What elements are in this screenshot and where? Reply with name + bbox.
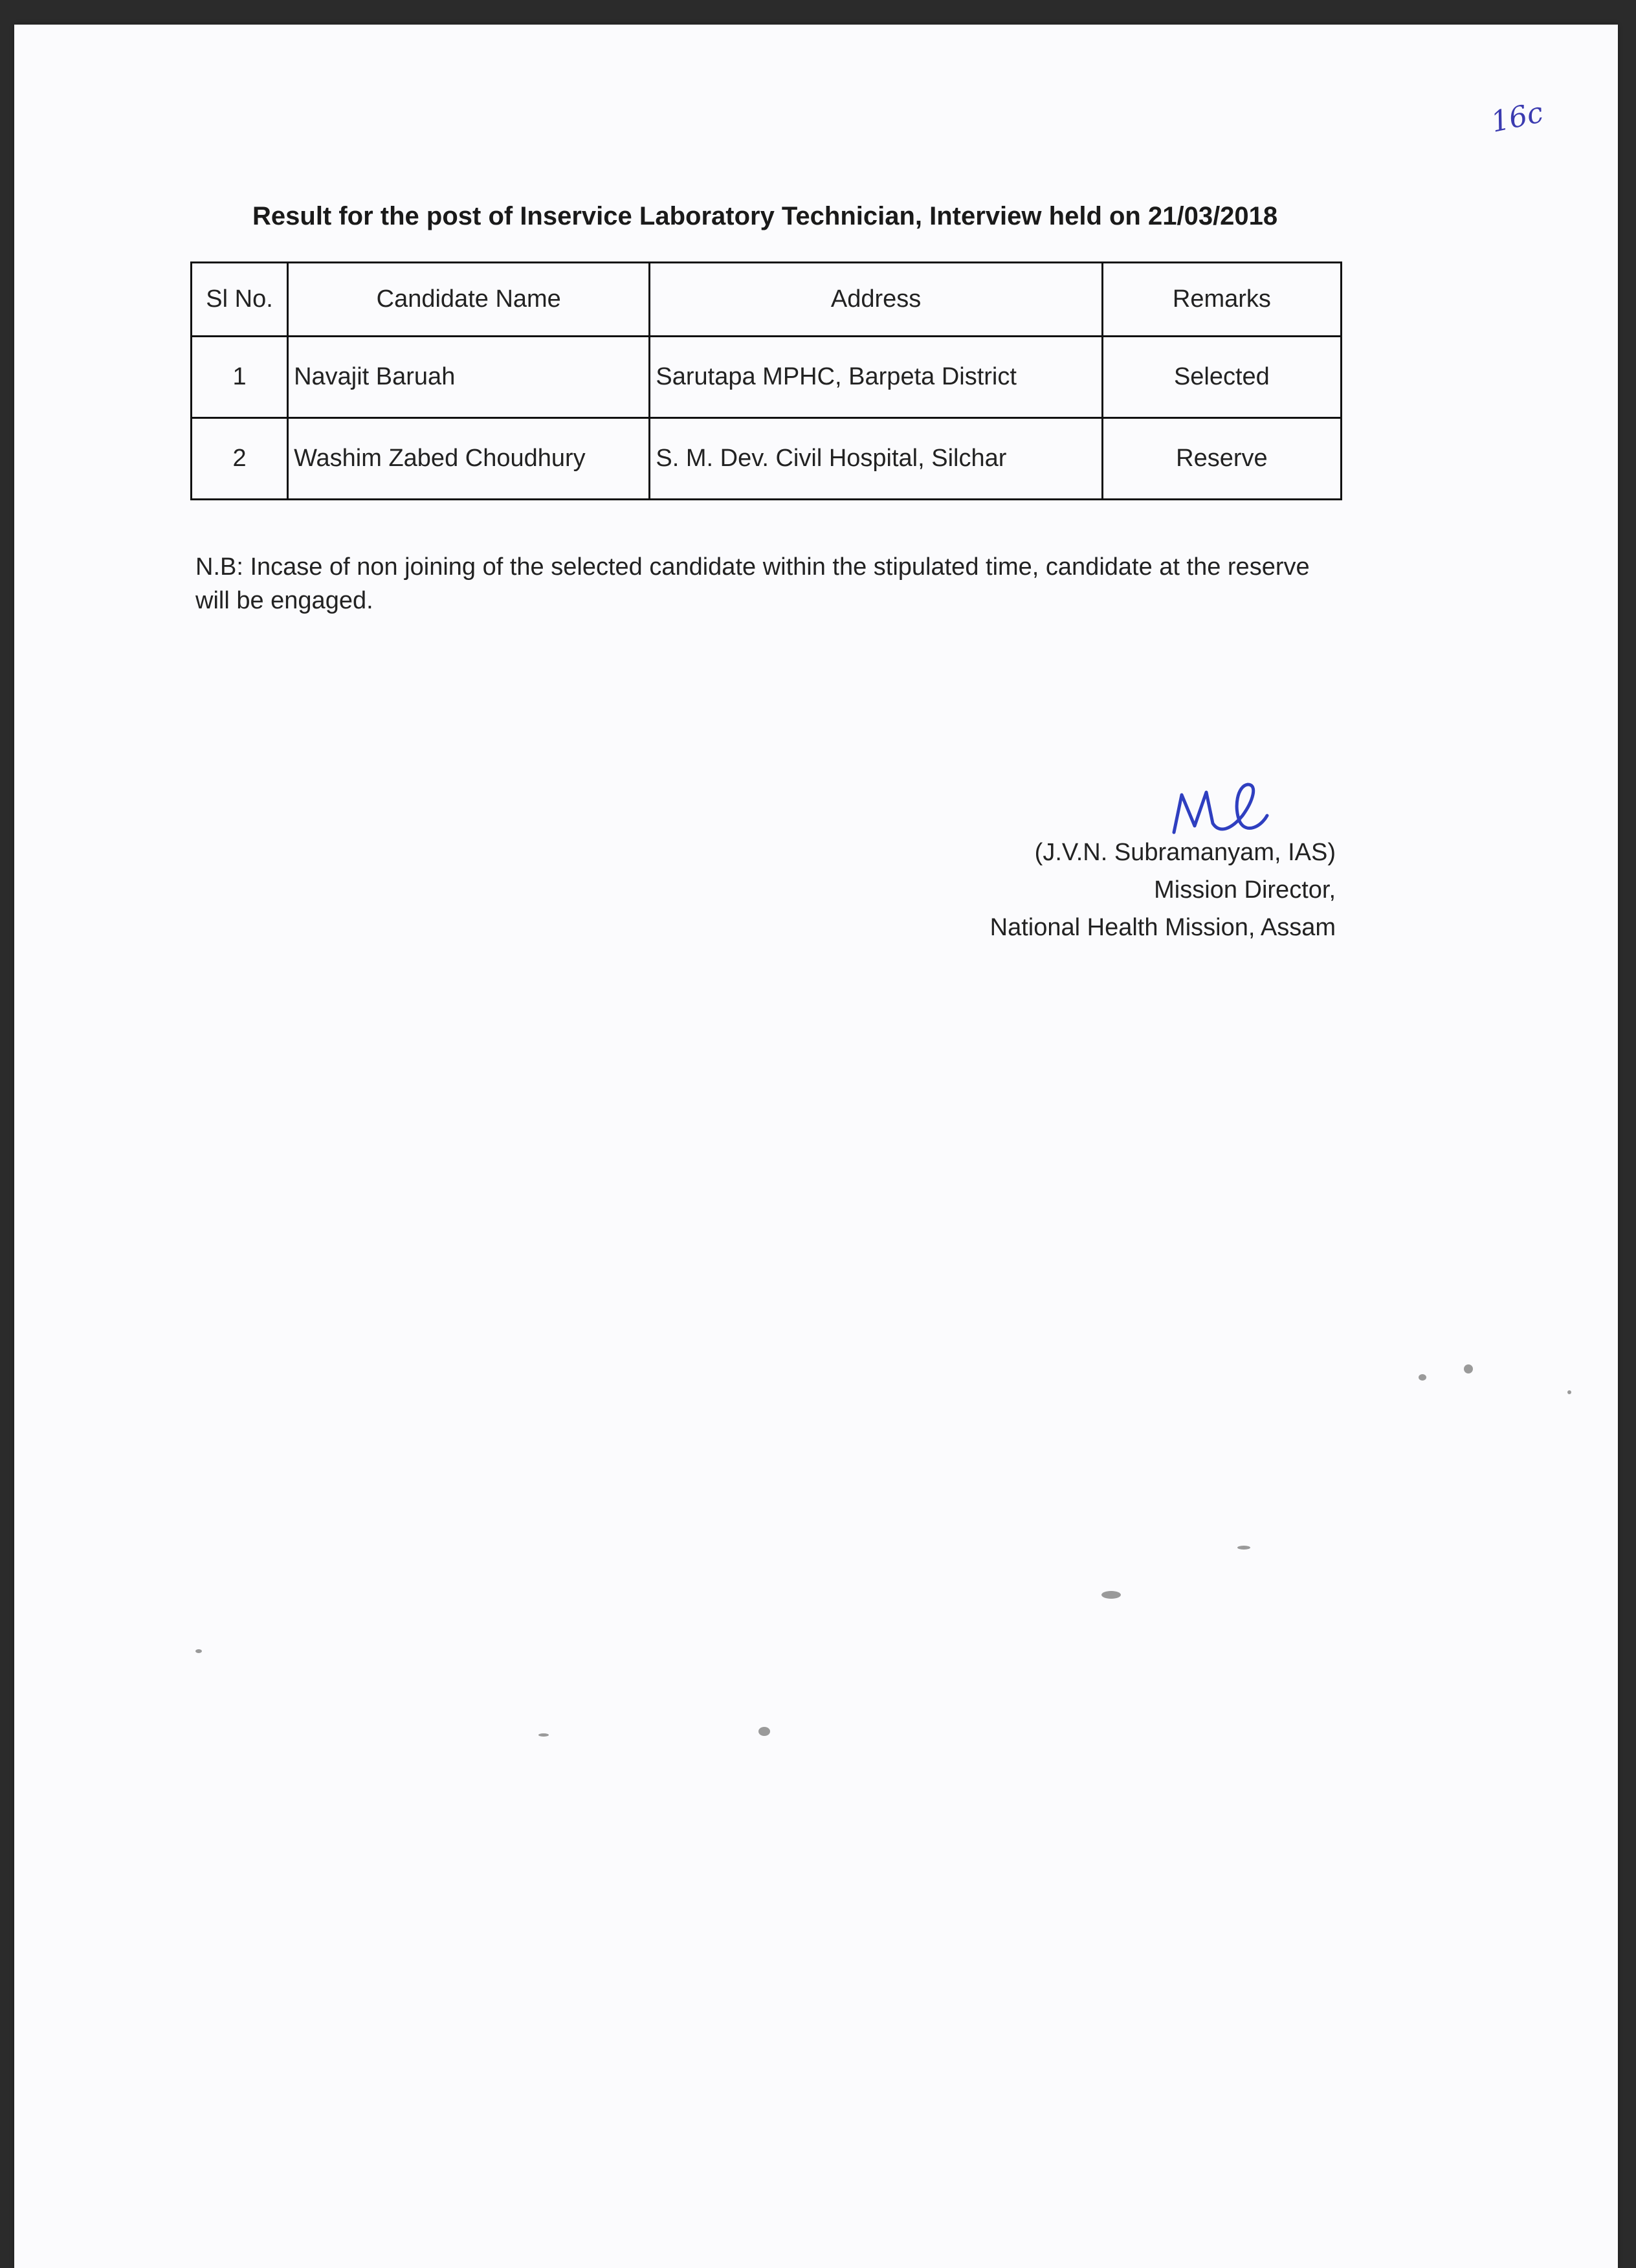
- signatory-block: [856, 834, 1336, 946]
- handwritten-page-number: 16c: [1488, 96, 1547, 139]
- header-sl-no: Sl No.: [192, 263, 288, 337]
- scan-speck: [758, 1727, 770, 1736]
- cell-address: Sarutapa MPHC, Barpeta District: [650, 337, 1102, 418]
- cell-remarks: Reserve: [1102, 418, 1341, 500]
- scan-speck: [195, 1649, 202, 1653]
- header-address: Address: [650, 263, 1102, 337]
- scan-speck: [1237, 1546, 1250, 1550]
- signatory-designation: Mission Director,: [1154, 876, 1336, 904]
- scan-speck: [1464, 1364, 1473, 1373]
- table-row: [192, 418, 1342, 500]
- scan-speck: [1419, 1374, 1426, 1381]
- scan-speck: [538, 1733, 549, 1737]
- cell-candidate-name: Navajit Baruah: [288, 337, 650, 418]
- footnote: N.B: Incase of non joining of the selected candidate within the stipulated time, candidate at the reserve will be engaged.: [195, 553, 1310, 614]
- signatory-organization: National Health Mission, Assam: [989, 914, 1336, 941]
- handwritten-signature: [1166, 775, 1270, 840]
- document-title: Result for the post of Inservice Laboratory Technician, Interview held on 21/03/2018: [252, 202, 1278, 230]
- results-table: [190, 261, 1342, 500]
- signatory-name: (J.V.N. Subramanyam, IAS): [1034, 839, 1336, 866]
- scan-speck: [1567, 1390, 1571, 1394]
- cell-candidate-name: Washim Zabed Choudhury: [288, 418, 650, 500]
- document-page: [14, 25, 1618, 2268]
- cell-remarks: Selected: [1102, 337, 1341, 418]
- header-candidate-name: Candidate Name: [288, 263, 650, 337]
- cell-sl-no: 1: [192, 337, 288, 418]
- cell-sl-no: 2: [192, 418, 288, 500]
- scan-speck: [1101, 1591, 1121, 1599]
- cell-address: S. M. Dev. Civil Hospital, Silchar: [650, 418, 1102, 500]
- table-header-row: [192, 263, 1342, 337]
- table-row: [192, 337, 1342, 418]
- header-remarks: Remarks: [1102, 263, 1341, 337]
